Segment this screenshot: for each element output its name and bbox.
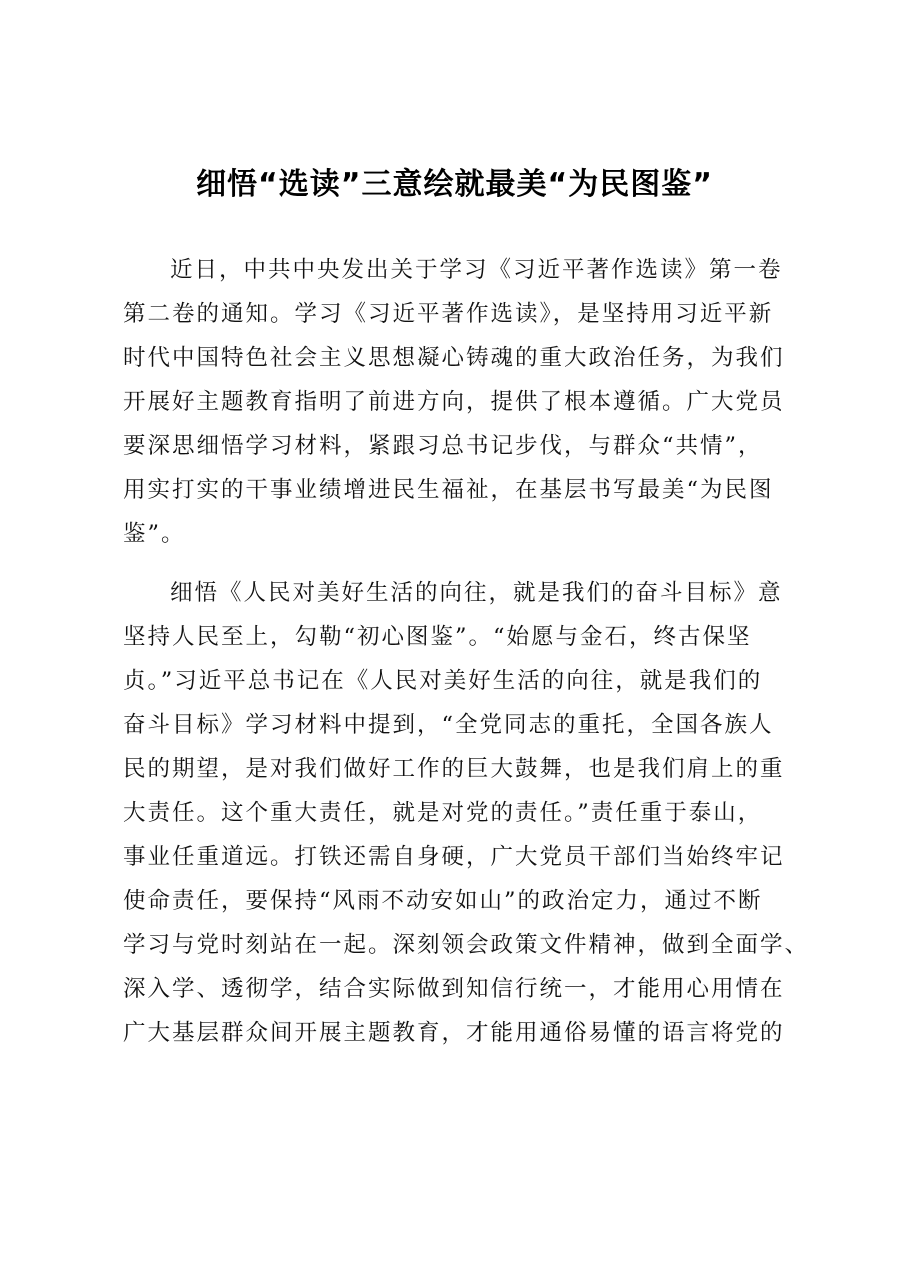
text-line: 鉴”。	[123, 521, 186, 547]
text-line: 近日，中共中央发出关于学习《习近平著作选读》第一卷	[170, 257, 783, 283]
text-line: 第二卷的通知。学习《习近平著作选读》，是坚持用习近平新	[123, 301, 774, 327]
text-line: 时代中国特色社会主义思想凝心铸魂的重大政治任务，为我们	[123, 345, 785, 371]
paragraph-gap	[123, 556, 823, 571]
text-line: 深入学、透彻学，结合实际做到知信行统一，才能用心用情在	[123, 976, 785, 1002]
text-line: 大责任。这个重大责任，就是对党的责任。”责任重于泰山，	[123, 800, 763, 826]
text-line: 开展好主题教育指明了前进方向，提供了根本遵循。广大党员	[123, 389, 785, 415]
text-line: 民的期望，是对我们做好工作的巨大鼓舞，也是我们肩上的重	[123, 756, 785, 782]
text-line: 细悟《人民对美好生活的向往，就是我们的奋斗目标》意	[170, 580, 783, 606]
text-line: 贞。”习近平总书记在《人民对美好生活的向往，就是我们的	[123, 668, 763, 694]
text-line: 广大基层群众间开展主题教育，才能用通俗易懂的语言将党的	[123, 1020, 785, 1046]
text-line: 奋斗目标》学习材料中提到，“全党同志的重托，全国各族人	[123, 712, 774, 738]
text-line: 使命责任，要保持“风雨不动安如山”的政治定力，通过不断	[123, 888, 763, 914]
paragraph-1	[123, 248, 823, 556]
document-title: 细悟“选读”三意绘就最美“为民图鉴”	[196, 167, 713, 202]
text-line: 要深思细悟学习材料，紧跟习总书记步伐，与群众“共情”，	[123, 433, 763, 459]
text-line: 事业任重道远。打铁还需自身硬，广大党员干部们当始终牢记	[123, 844, 785, 870]
text-line: 学习与党时刻站在一起。深刻领会政策文件精神，做到全面学、	[123, 932, 810, 958]
text-line: 用实打实的干事业绩增进民生福祉，在基层书写最美“为民图	[123, 477, 774, 503]
text-line: 坚持人民至上，勾勒“初心图鉴”。“始愿与金石，终古保坚	[123, 624, 752, 650]
paragraph-2	[123, 571, 823, 1055]
document-body	[123, 248, 823, 1055]
